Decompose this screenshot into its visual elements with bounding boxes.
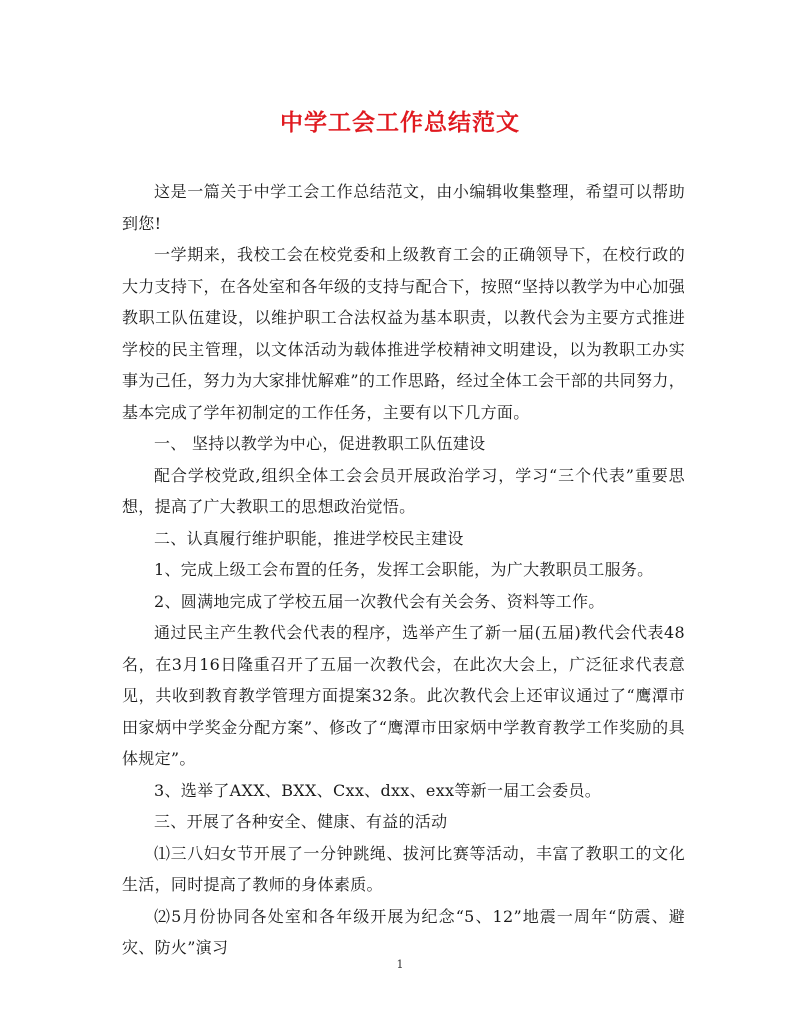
paragraph-intro: 这是一篇关于中学工会工作总结范文，由小编辑收集整理，希望可以帮助到您!	[122, 182, 685, 233]
activity-item-2: ⑵5月份协同各处室和各年级开展为纪念“5、12”地震一周年“防震、避灾、防火”演习	[122, 906, 685, 957]
section-heading-3: 三、开展了各种安全、健康、有益的活动	[154, 812, 448, 831]
paragraph-overview: 一学期来，我校工会在校党委和上级教育工会的正确领导下，在校行政的大力支持下，在各处室和各年级的支持与配合下，按照“坚持以教学为中心加强教职工队伍建设，以维护职工合法权益为基本职责，以教代会为主要方式推进学校的民主管理，以文体活动为载体推进学校精神文明建设，以为教职工办实事为己任，努力为大家排忧解难”的工作思路，经过全体工会干部的共同努力，基本完成了学年初制定的工作任务，主要有以下几方面。	[122, 245, 685, 422]
document-body	[122, 176, 685, 964]
list-item-2: 2、圆满地完成了学校五届一次教代会有关会务、资料等工作。	[154, 591, 605, 611]
paragraph-congress: 通过民主产生教代会代表的程序，选举产生了新一届(五届)教代会代表48名，在3月16日隆重召开了五届一次教代会，在此次大会上，广泛征求代表意见，共收到教育教学管理方面提案32条。此次教代会上还审议通过了“鹰潭市田家炳中学奖金分配方案”、修改了“鹰潭市田家炳中学教育教学工作奖励的具体规定”。	[122, 623, 685, 768]
section-heading-2: 二、认真履行维护职能，推进学校民主建设	[154, 528, 464, 548]
list-item-3: 3、选举了AXX、BXX、Cxx、dxx、exx等新一届工会委员。	[154, 780, 602, 800]
section-heading-1: 一、 坚持以教学为中心，促进教职工队伍建设	[154, 434, 486, 453]
activity-item-1: ⑴三八妇女节开展了一分钟跳绳、拔河比赛等活动，丰富了教职工的文化生活，同时提高了教师的身体素质。	[122, 843, 685, 894]
paragraph-political-study: 配合学校党政,组织全体工会会员开展政治学习，学习“三个代表”重要思想，提高了广大教职工的思想政治觉悟。	[122, 465, 685, 516]
page-number: 1	[396, 958, 404, 971]
list-item-1: 1、完成上级工会布置的任务，发挥工会职能，为广大教职员工服务。	[154, 560, 654, 579]
document-title: 中学工会工作总结范文	[280, 109, 520, 136]
